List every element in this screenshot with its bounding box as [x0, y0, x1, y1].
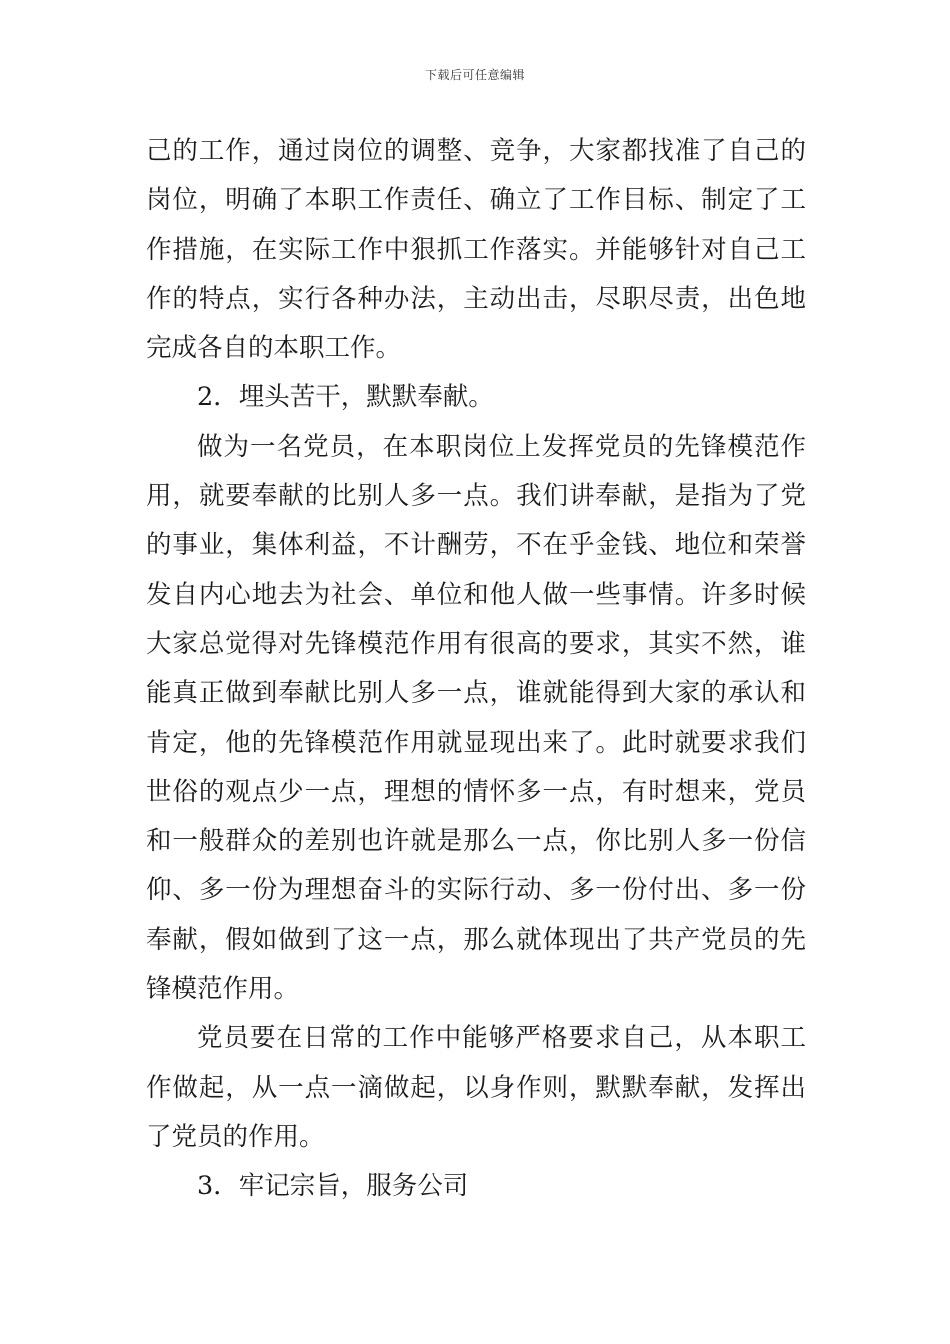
text-line: 世俗的观点少一点，理想的情怀多一点，有时想来，党员 — [146, 776, 806, 807]
text-line: 发自内心地去为社会、单位和他人做一些事情。许多时候 — [146, 579, 806, 610]
text-line: 大家总觉得对先锋模范作用有很高的要求，其实不然，谁 — [146, 628, 806, 659]
text-line: 能真正做到奉献比别人多一点，谁就能得到大家的承认和 — [146, 678, 806, 709]
text-line: 岗位，明确了本职工作责任、确立了工作目标、制定了工 — [146, 185, 806, 216]
text-line: 了党员的作用。 — [146, 1121, 325, 1152]
text-line: 作做起，从一点一滴做起，以身作则，默默奉献，发挥出 — [146, 1072, 806, 1103]
text-line: 3．牢记宗旨，服务公司 — [197, 1171, 469, 1202]
text-line: 作的特点，实行各种办法，主动出击，尽职尽责，出色地 — [146, 283, 806, 314]
text-line: 的事业，集体利益，不计酬劳，不在乎金钱、地位和荣誉 — [146, 530, 806, 561]
text-line: 和一般群众的差别也许就是那么一点，你比别人多一份信 — [146, 826, 806, 857]
document-body — [146, 127, 806, 1212]
text-line: 奉献，假如做到了这一点，那么就体现出了共产党员的先 — [146, 924, 806, 955]
text-line: 用，就要奉献的比别人多一点。我们讲奉献，是指为了党 — [146, 481, 806, 512]
page-header: 下载后可任意编辑 — [424, 68, 525, 82]
text-line: 作措施，在实际工作中狠抓工作落实。并能够针对自己工 — [146, 234, 806, 265]
text-line: 党员要在日常的工作中能够严格要求自己，从本职工 — [197, 1023, 806, 1054]
text-line: 锋模范作用。 — [146, 974, 300, 1005]
text-line: 仰、多一份为理想奋斗的实际行动、多一份付出、多一份 — [146, 875, 806, 906]
text-line: 2．埋头苦干，默默奉献。 — [197, 382, 494, 413]
text-line: 完成各自的本职工作。 — [146, 333, 402, 364]
text-line: 肯定，他的先锋模范作用就显现出来了。此时就要求我们 — [146, 727, 806, 758]
text-line: 做为一名党员，在本职岗位上发挥党员的先锋模范作 — [197, 431, 806, 462]
text-line: 己的工作，通过岗位的调整、竞争，大家都找准了自己的 — [146, 136, 806, 166]
